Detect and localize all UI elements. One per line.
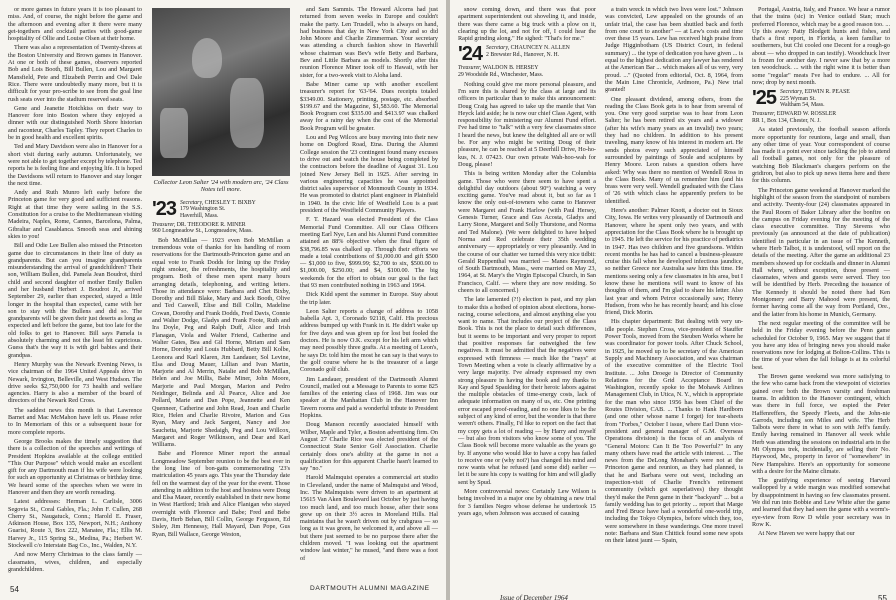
issue-date: Issue of December 1964 <box>500 594 568 600</box>
paragraph: Dick Kidd spent the summer in Europe. Stay about the trip later. <box>300 291 438 306</box>
secretary-name: CHESLEY T. BIXBY <box>204 199 256 206</box>
paragraph: And now Merry Christmas to the class family — classmates, wives, children, and especially grandchildren. <box>8 551 142 573</box>
paragraph: More controversial news: Certainly Lew Wilson is being involved in a major one by obtaining a new trial for 3 families Negro whose defense he undertook 15 years ago, when Johnson was accused of causing <box>458 488 596 517</box>
secretary-name: EDWIN R. PEASE <box>804 89 850 96</box>
paragraph: Ted and Mary Davidson were also in Hanover for a short visit during early autumn. Unfortunately, we were not able to get together except by telephone. Ted reports he is feeling fine and enjoying life. It is hoped the Davidsons will return to Hanover and stay longer the next time. <box>8 143 142 187</box>
paragraph: The Princeton game weekend at Hanover marked the highlight of the season from the standpoint of numbers and activity. Twenty-four (24) classmates appeared in the Paul Room of Baker Library after the bonfire on the campus on Friday evening for the meeting of the class executive committee. Tiny Stevens who previously (as announced at the date of publication) identified in particular in an issue of The Kenneth, where Herb Talbot, it is understood, will report on the details of the meeting. After the game an additional 23 members showed up for cocktails and dinner in Alumni Hall where, without exception, those present — classmates, wives and guests were served. They too will be identified by Herb. Preceding the issuance of The Kennedy it should be noted there had Ken Montgomery and Barry Mahood were present, the former having come all the way from Portland, Ore., and the latter from his home in Munich, Germany. <box>752 186 890 318</box>
left-page <box>0 0 446 600</box>
class-secretary-info: Secretary, CHESLEY T. BIXBY 179 Washington St. Haverhill, Mass. <box>180 199 256 219</box>
left-footer <box>10 585 440 594</box>
photo-leon-salter <box>152 8 290 176</box>
paragraph: The saddest news this month is that Lawrence Barnet and Mac McMahon have left us. Please refer to In Memoriam of this or a subsequent issue for more complete reports. <box>8 406 142 436</box>
class-treasurer-info: Treasurer, DR. THEODORE R. MINER 960 Longmeadow St., Longmeadow, Mass. <box>152 221 253 235</box>
paragraph: Leon Salter reports a change of address to 1058 Isabella Apt. 3, Coronado 92118, Calif. His precious address bumped up with Frank in it. He didn't wake up for five days and was given up for lost but fooled the doctors. He is now O.K. except for his left arm which may need possibly three grafts. At a meeting of Leon's, he says Dr. told him the most he can say is that ways to the golf course where he is the treasurer of a large Coronado golf club. <box>300 307 438 374</box>
class-number: '23 <box>152 197 177 220</box>
left-column-2-text <box>152 237 290 538</box>
right-column-2 <box>605 6 743 574</box>
paragraph: snow coming down, and there was that poor apartment superintendent out shoveling it, and inside, there was there came a big truck with a plow on it, clearing up the lot, and not for off, I could hear the Rapid grinding along." He sighed: "That's for me." <box>458 6 596 43</box>
paragraph: Andy and Ruth Munro left early before the Princeton game for very good and sufficient reasons. Right at that time they were sailing in the S.S. Constitution for a cruise to the Mediterranean visiting Madeira, Naples, Rome, Cannes, Barcelona, Palma, Gibraltar and Casablanca. Smooth seas and shining skies to you! <box>8 189 142 240</box>
paragraph: One pleasant dividend, among others, from the reading the Class Book gets is to hear from several of you. One very good surprise was to hear from Leon Salter; he has been retired six years and a widower (after his wife's many years as an invalid) two years; they had no children. In addition to his present traveling, many know of his interest in modern art. He sends photos every such appreciated of himself surrounded by paintings of Soule and sculptures by Henry Moore. Leon raises a question others have asked: Why was there no mention of Wendell Ross in the Class Book. Many of us remember him (and his brass were very well. Wendell graduated with the Class of '26 with which class he apparently prefers to be identified. <box>605 95 743 205</box>
class-secretary-info: Secretary, CHAUNCEY N. ALLEN 2 Brewster Rd., Hanover, N. H. <box>486 45 570 59</box>
paragraph: As stated previously, the football season affords more opportunity for reunions, large and small, than any other time of year. Your correspondent of course has made it a point ever since tackling the job to attend all football games, not only for the pleasure of watching Bob Blackman's chargers perform on the gridiron, but also to pick up news items here and there for this column. <box>752 126 890 185</box>
class-number: '25 <box>752 87 777 110</box>
paragraph: Bill and Odie Lee Bullen also missed the Princeton game due to circumstances in their line of duty as grandparents. But can you imagine grandparents misunderstanding the arrival of grandchildren? Their son, William Bullen, did. Pamela Jean Boudrot, third child and second daughter of mother Emily Bullen and her husband Herbert J. Boudrot Jr., arrived September 29, earlier than expected, stayed a little longer in the hospital than expected, came with her son to stay with the Bullens and did so. The grandparents will be given their just deserts as long as expected and left before the game, but too late for the old folks to get to Hanover. Bill says Pamela is absolutely charming and not the least bit capricious. Guess that's the way it is with girl babies and their grandpas. <box>8 242 142 359</box>
right-column-3 <box>752 6 890 574</box>
paragraph: Jim Landauer, president of the Dartmouth Alumni Council, mailed out a Message to Parents to some 825 families of the entering class of 1968. Jim was our speaker at the Manhattan Club in the Hanover Inn Tavern rooms and paid a wonderful tribute to President Hopkins. <box>300 375 438 420</box>
paragraph: Doug Manson recently associated himself with Wilber, Maple and Tyler, a Boston advertising firm. On August 27 Charlie Rice was elected president of the Connecticut State Senior Golf Association. Charlie certainly does one's ability at the game in not a qualification for this apparent Charlie hasn't learned to say "no." <box>300 421 438 473</box>
paragraph: F. T. Hazard was elected President of the Class Memorial Fund Committee. All our Class Officers meeting Earl Nye, Len and his Alumni Fund committee attained an 88% objective when the final figure of $38,796.85 was chalked up. Through their efforts we made a total contributions of $1,000.00 and gift $500 — $1,000 to five, $999.99; $2,700 to six, $500.00 to $1,000.00, $250.00; and $4, $100.00. The big weekends for the effort to obtain our goal is the fact that 93 men contributed nothing in 1963 and 1964. <box>300 216 438 289</box>
paragraph: Lou and Peg Wilcox are busy moving into their new home on Dogford Road, Etna. During the Alumni College session the '23 contingent found many excuses to drive out and watch the house being completed by the contractors before the deadline of August 31. Lou joined New Jersey Bell in 1925. After serving in various engineering capacities he was appointed district sales supervisor of Monmouth County in 1934. He was promoted to district plant engineer in Plainfield in 1940. In the civic life of Westfield Lou is a past president of the Westfield Community Players. <box>300 134 438 215</box>
secretary-name: CHAUNCEY N. ALLEN <box>510 45 570 52</box>
paragraph: Bob McMillan — 1923 even Bob McMillan a tremendous vote of thanks for his handling of room reservations for the Dartmouth-Princeton game and an equal vote to Frank Dodds for lining up the Friday night smoker, the refreshments, the hospitality and program. Both of these men spent many hours arranging details, telephoning, and writing letters. Those in attendance were: Barbara and Chet Bixby, Dorothy and Bill Blake, Mary and Jack Booth, Olive and Ted Caswell, Elise and Bill Collin, Madeline Cowan, Dorothy and Frank Dodds, Fred Davis, Connie and Walter Dodge, Gladys and Frank Foote, Ruth and Ira Doyle, Peg and Ralph Duff, Alice and Irish Flanagan, Viola and Walter Friend, Catherine and Walter Gates, Bea and Gil Horne, Miriam and Sam Horne, Dorothy and Louis Hubbard, Betty Bill Kolbe, Leonora and Karl Klaren, Jim Landauer, Sol Levine, Elsa and Doug Mauer, Lillian and Ivan Martin, Marjorie and Al Merrin, Natalie and Bob McMillan, Helen and Joe Millis, Babe Miner, John Moore, Marjorie and Paul Morgan, Marion and Pedro Neidinger, Belinda and Al Pearce, Alice and Joe Pollard, Marie and Dan Pope, Jeannette and Ken Quenneer, Catherine and John Read, Joan and Charlie Rice, Helen and Charlie Rivoire, Marion and Gus Ryan, Mary and Jack Sargent, Nancy and Joe Sauchetta, Marjorie Shedaigh, Peg and Lou Willcox, Margaret and Roger Wilkinson, and Dear and Karl Williams. <box>152 236 290 449</box>
paragraph: The late lamented (?!) election is past, and my plan to make this a hotbed of opinion about elections, horse-racing, course selections, and almost anything else you want to name. That includes our project of the Class Book. This is not the place to detail such differences, but it seems to be important and very proper to report that positive responses far outweighed the few negatives. It must be admitted that the negatives were expressed with firmness — much like the "nays" at Town Meeting when a vote is clearly affirmative by a very large majority. I've already expressed my own strong pleasure in having the book and my thanks to Kay and Spud Spaulding for their heroic labors against the multiple obstacles of time-energy costs, lack of adequate information on many of us, etc. One printing error escaped proof-reading, and no one likes to be the subject of any kind of error, but the wonder is that there weren't others. Finally, I'd like to report on the fact that my copy gets a lot of reading — by Harry and myself — but also from visitors who know some of you. The Class Book will become more valuable as the years go by. If anyone who would like to have a copy has failed to receive one or (why not?) has changed his mind and now wants what he refused (and some did) earlier — let it be sure his copy is waiting for him and will gladly sent by Spud. <box>458 296 596 486</box>
page-number-right: 55 <box>878 594 887 600</box>
paragraph: Portugal, Austria, Italy, and France. We hear a rumor that the trains (sic) in Venice outlaid Stan; much preferred Florence, which may be a good reason too. ... Up this away: Patty Blodgett hunts and fishes, and that's a first report, in Florida, a keen familiar to southerners, but Chi cooled one Decent for a rough-go about — who dropped in can testify). Woodchuck liver is frozen for another day. I never saw that by a more ten woodchuck. ... with the right wine it is better than some "regular" meats I've had to endure. ... All for now; drop by next month. <box>752 6 890 86</box>
paragraph: There was also a representation of Twenty-threes at the Boston University and Brown games in Hanover. At one or both of these games, observers reported Bob and Lois Booth, Bill Bullen, Lou and Margaret Mansfield, Pete and Elizabeth Perrin and Owl Dale Rice. There were undoubtedly many more, but it is difficult for your pro-scribe to see from the goal line rush seats over into the stadium reserved seats. <box>8 44 142 103</box>
paragraph: The next regular meeting of the committee will be held in the Friday evening before the Penn game scheduled for October 9, 1965. May we suggest that if you have any idea of bringing news you should make reservations now for lodging at Bolton-Collins. This is the time of year when the fall foliage is at its colorful best. <box>752 319 890 371</box>
paragraph: His chapter department: But dealing with very un-idle people. Stephen Cross, vice-president of Stauffer Power Tools, moved from the Steuben Works where he was coordinator for power tools. After Chuck School, in 1925, he moved up to be secretary of the American Supply and Machinery Association, and was chairman of the executive committee of the Electric Tool Institute. ... John Droege is Director of Community Relations for the Grid Acceptance Board in Washington, recently spoke to the Mohawk Airlines Management Club, in Utica, N. Y., which is appropriate for the man who since 1956 has been Chief of the Routes Division, CAB. ... Thanks to Hank Hardborn (and one other whose name I forget) for tear-sheets from "Forbes," October I issue, where Earl Dunn vice-president and general manager of G.M. Overseas Operations division) is the focus of an analysis of "General Motors: Can It Be Too Powerful?" In any many others have read the article with interest. ... The news from the DeLong Monahan's were not at the Princeton game and reunion, as they had planned, is that he and Barbara were out west, including an inspection-visit of Charlie French's retirement community (which got superlatives) they thought they'd make the Penn game in their "backyard" ... but a family wedding has to get priority ... report that Marge and Fred Bruce have had a wonderful one-world trip, including the Tokyo Olympics, before which they, too, were somewhere in these wanderings. One more travel note: Barbara and Stan Chittick found some new spots on their latest jaunt — Spain, <box>605 318 743 545</box>
paragraph: Babe and Florence Miner report the annual Longmeadow September reunion to be the best ever in the long line of bon-gatts commemorating '23's matriculation 45 years ago. This year the Thursday date fell on the warmest day of the year for the event. Those attending in addition to the host and hostess were Doug and Elsa Mauer, recently established in their new home in West Hartford; Irish and Alice Flanigan who stayed overnight with Florence and Babe; Fred and Bebe Davis, Herb Behan, Bill Collin, George Ferguson, Ed Sisley, Jim Hennessy, Hall Mayard, Dan Pope, Gus Ryan, Bill Wallace, George Weston, <box>152 450 290 538</box>
class-secretary-info: Secretary, EDWIN R. PEASE 225 Wyman St. Waltham 54, Mass. <box>780 89 850 109</box>
class-24-header <box>458 43 596 66</box>
left-column-2 <box>152 6 290 574</box>
paragraph: This is being written Monday after the Columbia game. Those who were there seem to have spent a delightful day outdoors (about 90°) watching a very exciting game. You've read about it, but so far as I know the only out-of-towners who came to Hanover were Margaret and Frank Harlow (with Paul Hersey, Genesis Turner, Grace and Gus Acosta, Gladys and Larry Stone, Margaret and Solly Thurstone, and Norma and Ted Malone). (We were delighted to have helped Norma and Red celebrate their 35th wedding anniversary — appropriately or very pleasantly. And in the course of our chatter we turned this very nice tidbit: Gerald Ruppenthal was married — Manes Raymond, of South Dartmouth, Mass., were married on May 23, 1964, at St. Mary's the Virgin Episcopal Church, in San Francisco, Calif. — where they are now residing. So cheers to all concerned.) <box>458 170 596 294</box>
paragraph: At New Haven we were happy that our <box>758 530 855 538</box>
magazine-title: DARTMOUTH ALUMNI MAGAZINE <box>310 585 430 592</box>
photo-caption: Collector Leon Salter '24 with modern arc, '24 Class Notes tell more. <box>153 179 289 194</box>
right-page <box>450 0 896 600</box>
paragraph: The Brown game weekend was more satisfying to the few who came back from the viewpoint of victories gained over both the Brown varsity and freshman teams. In addition to the Hanover contingent, which was there in full force, we espied the Peter Haffenreffers, the Speedy Fleets, and the John-nie Garrods, including son Miles and wife. The Herb Talbots were there in what to son with Jeff's family. Emily having remained in Hanover all week while Herb was attending the sessions on industrial arts in the Mt Olympus trek, incidentally, are selling their No. Haywood, Me., property in favor of "somewhere" in New Hampshire. Here's an opportunity for someone with a desire for the Maine climate. <box>752 373 890 475</box>
right-column-1 <box>458 6 596 574</box>
paragraph: Babe Miner came up with another excellent treasurer's report for '63-'64. Dues receipts totaled $3349.00. Stationery, printing, postage, etc. absorbed $199.67 and the Magazine, $1,583.60. The Memorial Book Program cost $335.00 and $413.97 was chalked away for a rainy day when the cost of the Memorial Book Program will be greater. <box>300 80 438 132</box>
class-25-header <box>752 89 890 109</box>
paragraph: Nothing could give me more personal pleasure, and I'm sure this is shared by the class at large and its officers in particular than to make this announcement: Doug Craig has agreed to take up the mantle that Van Heyck laid aside; he is now our chief Class Agent, with responsibility for ministering our Alumni Fund effort. I've had time to "talk" with a very few classmates since I heard the news, but knew the delighted all are or will be. For any who might be writing Doug of their pleasure, he can be reached at 5 Deerhill Drive, Ho-ho-kus, N. J. 07423. Our own private Wah-hoo-wah for Doug, please! <box>458 80 596 168</box>
paragraph: Here's another: Palmer Knott, a doctor out in Sioux City, Iowa. He writes very pleasantly of Dartmouth and Hanover, where he spent only two years, and with appreciation for the Class Book where he is brought up to 1945. He left the service for his practice of pediatrics in 1947. Has two children and five grandsons. Within recent months he has had to cancel a business-pleasure cruise this fall when he developed infectious jaundice, so neither Greece nor Australia saw him this time. He mentions seeing only a few classmates in his area, but I know these he mentions will want to know of his thoughts of them, and I'm glad to share his letter. Also last year and whom Peirce occasionally saw; Henry Hudson, from who he has recently heard; and his close friend, Dick Morin. <box>605 207 743 317</box>
paragraph: Gene and Jeanette Hotchkiss on their way to Hanover fore into Boston where they enjoyed a dinner with our distinguished North Shore historian and raconteur, Charles Tapley. They report Charles to be in good health and excellent spirits. <box>8 104 142 142</box>
class-number: '24 <box>458 43 483 66</box>
paragraph: a train wreck in which two lives were lost." Johnson was convicted, Lew appealed on the grounds of an unfair trial, the case has been shuttled back and forth from one court to another" — at Lew's costs and time over these 15 years. Lew has received high praise from Judge Higginbotham (US District Court, in federal summary) ... the type of dedication you have given ... is equal to the highest dedication any lawyer has rendered at the American Bar ... which makes all of us very, very proud. ..." (Quoted from editorial, Oct. 8, 1964, from the Main Line Chronicle, Ardmore, Pa.) New trial granted! <box>605 6 743 94</box>
paragraph: George Brooks makes the timely suggestion that there is a collection of the speeches and writings of President Hopkins available at the college entitled "This Our Purpose" which would make an excellent gift for any Dartmouth man if his wife were looking for such an opportunity at Christmas or birthday time. We heard some of the speeches when we were in Hanover and then they are worth rereading. <box>8 437 142 496</box>
class-23-header <box>152 197 290 220</box>
class-treasurer-info: Treasurer, EDWARD W. ROSSLER RR 1, Box 134, Chester, N. J. <box>752 111 837 124</box>
paragraph: Harold Malmquist operates a commercial art studio in Cleveland, under the name of Malmquist and Wood, Inc. The Malmquists were driven to an apartment at 15615 Van Aken Boulevard last October by just having too much land, and too much house, after their sons grew up on their 3½ acres in Moreland Hills. Hal maintains that he wasn't driven out by crabgrass — so long as it was green, he welcomed it, and above all — but there just seemed to be no purpose there after the children moved. "I was looking out the apartment window last winter," he mused, "and there was a foot of <box>300 474 438 562</box>
paragraph: The gratifying experience of seeing Harvard wallopped by a wide margin was modified somewhat by disappointment in having so few classmates present. We did run into Bobbie and Lew White after the game and learned that they had seen the game with a worm's-eye-view from Row D while your secretary was in Row K. <box>752 477 890 528</box>
left-column-1 <box>8 6 142 574</box>
left-column-3 <box>300 6 438 574</box>
paragraph: and Sam Sammis. The Howard Alcorns had just returned from seven weeks in Europe and couldn't make the party. Len Trusdell, who is always on hand, had business that day in New York City and so did John Moore and Charlie Zimmerman. Your secretary was attending a church fashion show in Haverhill whose chairman was Bev's wife Betty and Barbara, Bev and Little Barbara as models. Shortly after this reunion Florence Miner took off to Hawaii, with her sister, for a two-week visit to Aloha land. <box>300 6 438 79</box>
class-treasurer-info: Treasurer, WALDON B. HERSEY 29 Woodside Rd., Winchester, Mass. <box>458 65 544 79</box>
paragraph: Latest addresses: Herman L. Carlisle, 3006 Segovia St., Coral Gables, Fla.; John F. Cullen, 268 Cherry St., Naugatuck, Conn.; Harold E. Fraser, Atkinson House, Box 135, Newport, N.H.; Anthony Guarisi, Route 3, Box 222, Manatee, Fla.; Ellis M. Harvey Jr., 115 Spring St., Medina, Pa.; Herbert W. Stockwell c/o Interstate Bag Co., Inc., Walden, N.Y. <box>8 498 142 550</box>
paragraph: or more games in future years it is too pleasant to miss. And, of course, the night before the game and the afternoon and evening after it there were many get-togethers and cocktail parties with good-game hospitality of Ollie and Louise Olsen at their home. <box>8 6 142 43</box>
page-number-left: 54 <box>10 585 19 594</box>
paragraph: Henry Murphy was the Newark Evening News, is vice chairman of the 1964 United Appeals drive in Newark, Irvington, Belleville, and West Hudson. The drive seeks $2,750,000 for 73 health and welfare agencies. Harry is also a member of the board of directors of the Newark Red Cross. <box>8 360 142 405</box>
